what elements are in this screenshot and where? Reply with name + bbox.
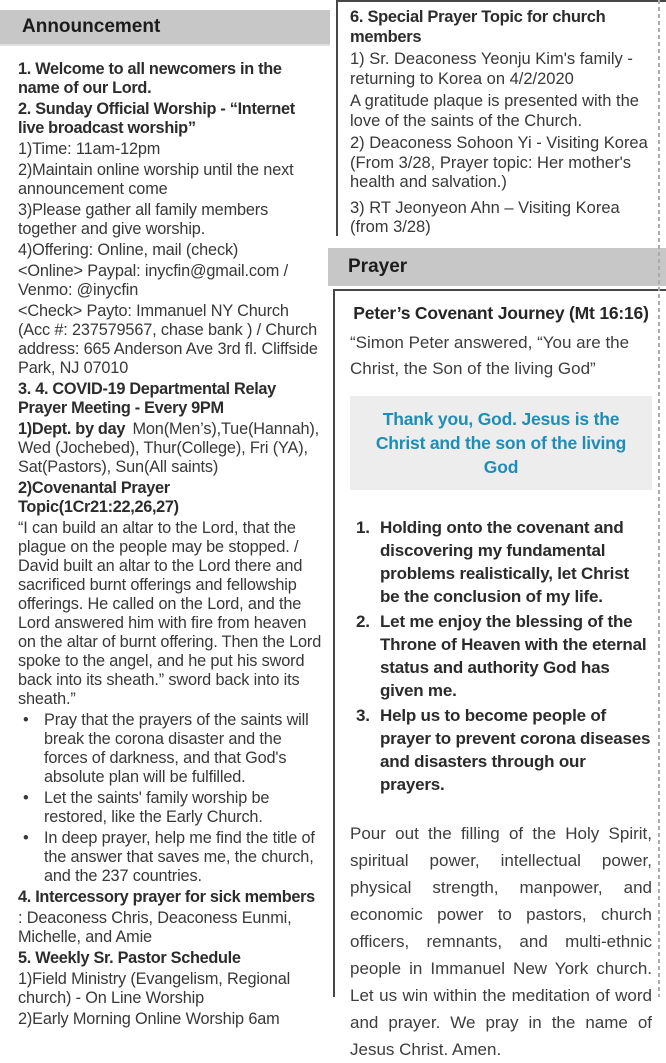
prayer-highlight-box: Thank you, God. Jesus is the Christ and the son of the living God xyxy=(350,396,652,490)
announcement-item-5: 5. Weekly Sr. Pastor Schedule xyxy=(18,949,241,967)
prayer-point-2-text: Let me enjoy the blessing of the Throne of Heaven with the eternal status and authority God has given me. xyxy=(380,612,647,700)
announcement-item-2-time: 1)Time: 11am-12pm xyxy=(18,140,161,158)
announcement-offering-online: <Online> Paypal: inycfin@gmail.com / Venmo: @inycfin xyxy=(18,262,288,299)
prayer-point-3 xyxy=(350,704,652,796)
prayer-point-3-text: Help us to become people of prayer to prevent corona diseases and disasters through our prayers. xyxy=(380,706,651,794)
prayer-section-header xyxy=(328,248,666,286)
announcement-item-3: 3. 4. COVID-19 Departmental Relay Prayer Meeting - Every 9PM xyxy=(18,380,276,417)
announcement-item-2-offering: 4)Offering: Online, mail (check) xyxy=(18,241,239,259)
prayer-verse: “Simon Peter answered, “You are the Christ, the Son of the living God” xyxy=(350,333,630,378)
special-prayer-item-1-note: A gratitude plaque is presented with the love of the saints of the Church. xyxy=(350,92,639,130)
bullet-icon: • xyxy=(23,829,29,847)
announcement-offering-check: <Check> Payto: Immanuel NY Church (Acc #: 237579567, chase bank ) / Church address: 665 Anderson Ave 3rd fl. Cliffside Park, NJ 07010 xyxy=(18,302,318,377)
prayer-point-2-number: 2. xyxy=(356,612,370,631)
announcement-item-2: 2. Sunday Official Worship - “Internet live broadcast worship” xyxy=(18,100,295,137)
prayer-title: Peter’s Covenant Journey (Mt 16:16) xyxy=(353,303,649,323)
announcement-item-5-morning: 2)Early Morning Online Worship 6am xyxy=(18,1010,280,1028)
bullet-icon: • xyxy=(23,789,29,807)
prayer-point-1 xyxy=(350,516,652,608)
prayer-bullet-2-text: Let the saints' family worship be restored, like the Early Church. xyxy=(44,789,270,826)
prayer-header-label: Prayer xyxy=(348,256,408,277)
prayer-bullet-1 xyxy=(18,711,325,787)
prayer-point-3-number: 3. xyxy=(356,706,370,725)
announcement-item-4-names: : Deaconess Chris, Deaconess Eunmi, Michelle, and Amie xyxy=(18,909,292,946)
special-prayer-item-1: 1) Sr. Deaconess Yeonju Kim's family - returning to Korea on 4/2/2020 xyxy=(350,50,633,88)
prayer-bullet-2 xyxy=(18,789,325,827)
announcement-section-header xyxy=(0,10,330,46)
announcement-item-4: 4. Intercessory prayer for sick members xyxy=(18,888,315,906)
announcement-covenantal-topic: 2)Covenantal Prayer Topic(1Cr21:22,26,27) xyxy=(18,479,179,516)
announcement-covenant-quote: “I can build an altar to the Lord, that the plague on the people may be stopped. / David built an altar to the Lord there and sacrificed burnt offerings and fellowship offerings. He called on the Lord, and the Lord answered him with fire from heaven on the altar of burnt offering. Then the Lord spoke to the angel, and he put his sword back into its sheath.” sword back into its sheath.” xyxy=(18,519,322,708)
page-cut-dashed-line xyxy=(658,0,660,997)
bullet-icon: • xyxy=(23,711,29,729)
prayer-bullet-3 xyxy=(18,829,325,886)
special-prayer-item-3: 3) RT Jeonyeon Ahn – Visiting Korea (from 3/28) xyxy=(350,198,620,236)
announcement-content xyxy=(18,60,325,1031)
prayer-bullet-1-text: Pray that the prayers of the saints will break the corona disaster and the forces of darkness, and that God's absolute plan will be fulfilled. xyxy=(44,711,309,786)
announcement-item-2-gather: 3)Please gather all family members together and give worship. xyxy=(18,201,269,238)
prayer-content-box xyxy=(333,289,666,1059)
prayer-point-1-text: Holding onto the covenant and discovering my fundamental problems realistically, let Christ be the conclusion of my life. xyxy=(380,518,629,606)
prayer-point-1-number: 1. xyxy=(356,518,370,537)
prayer-point-2 xyxy=(350,610,652,702)
prayer-bullet-3-text: In deep prayer, help me find the title of the answer that saves me, the church, and the 237 countries. xyxy=(44,829,315,885)
announcement-item-5-field: 1)Field Ministry (Evangelism, Regional church) - On Line Worship xyxy=(18,970,291,1007)
dept-by-day-label: 1)Dept. by day xyxy=(18,420,126,438)
prayer-closing-paragraph: Pour out the filling of the Holy Spirit, spiritual power, intellectual power, physical strength, manpower, and economic power to pastors, church officers, remnants, and multi-ethnic people in Immanuel New York church. Let us win within the meditation of word and prayer. We pray in the name of Jesus Christ. Amen. xyxy=(350,824,652,1059)
special-prayer-topic-box xyxy=(336,0,666,236)
announcement-item-1: 1. Welcome to all newcomers in the name of our Lord. xyxy=(18,60,282,97)
announcement-header-label: Announcement xyxy=(22,16,161,37)
special-prayer-title: 6. Special Prayer Topic for church members xyxy=(350,8,606,46)
announcement-item-2-maintain: 2)Maintain online worship until the next announcement come xyxy=(18,161,294,198)
announcement-dept-by-day xyxy=(18,420,325,477)
dept-by-day-list: Mon(Men’s),Tue(Hannah), Wed (Jochebed), Thur(College), Fri (YA), Sat(Pastors), Sun(All saints) xyxy=(18,420,320,476)
special-prayer-item-2: 2) Deaconess Sohoon Yi - Visiting Korea (From 3/28, Prayer topic: Her mother's health and salvation.) xyxy=(350,134,648,191)
prayer-points-list xyxy=(350,516,652,796)
